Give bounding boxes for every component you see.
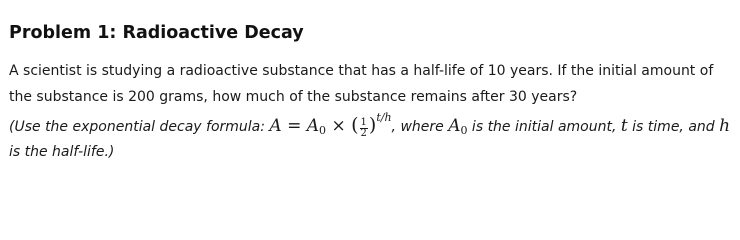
formula-fraction — [360, 118, 368, 139]
formula-paren-close: ) — [368, 114, 377, 136]
formula-equals: = — [287, 116, 302, 136]
fraction-numerator: 1 — [360, 117, 367, 128]
formula-paren-open: ( — [351, 114, 359, 136]
formula-times: × — [331, 116, 346, 136]
formula-hint — [9, 113, 737, 165]
var-a0-base: A — [448, 116, 461, 136]
hint-where: , where — [391, 119, 449, 135]
formula-coef-sub: 0 — [319, 124, 327, 137]
hint-initial: is the initial amount, — [467, 119, 621, 135]
var-a0 — [448, 116, 467, 136]
formula-lhs: A — [269, 116, 282, 136]
hint-time: is time, and — [627, 119, 720, 135]
var-h: h — [719, 116, 731, 136]
problem-statement: A scientist is studying a radioactive substance that has a half-life of 10 years. If the initial amount of the substance is 200 grams, how much of the substance remains after 30 years? — [9, 63, 714, 105]
var-a0-sub: 0 — [460, 124, 468, 137]
problem-title: Problem 1: Radioactive Decay — [9, 23, 304, 43]
decay-formula — [269, 111, 392, 139]
fraction-denominator: 2 — [360, 128, 367, 139]
problem-card — [9, 20, 737, 165]
formula-exponent: t/h — [376, 111, 392, 124]
hint-intro: (Use the exponential decay formula: — [9, 119, 270, 135]
formula-coef-base: A — [306, 116, 320, 136]
var-t: t — [620, 116, 628, 136]
hint-end: is the half-life.) — [9, 144, 115, 160]
